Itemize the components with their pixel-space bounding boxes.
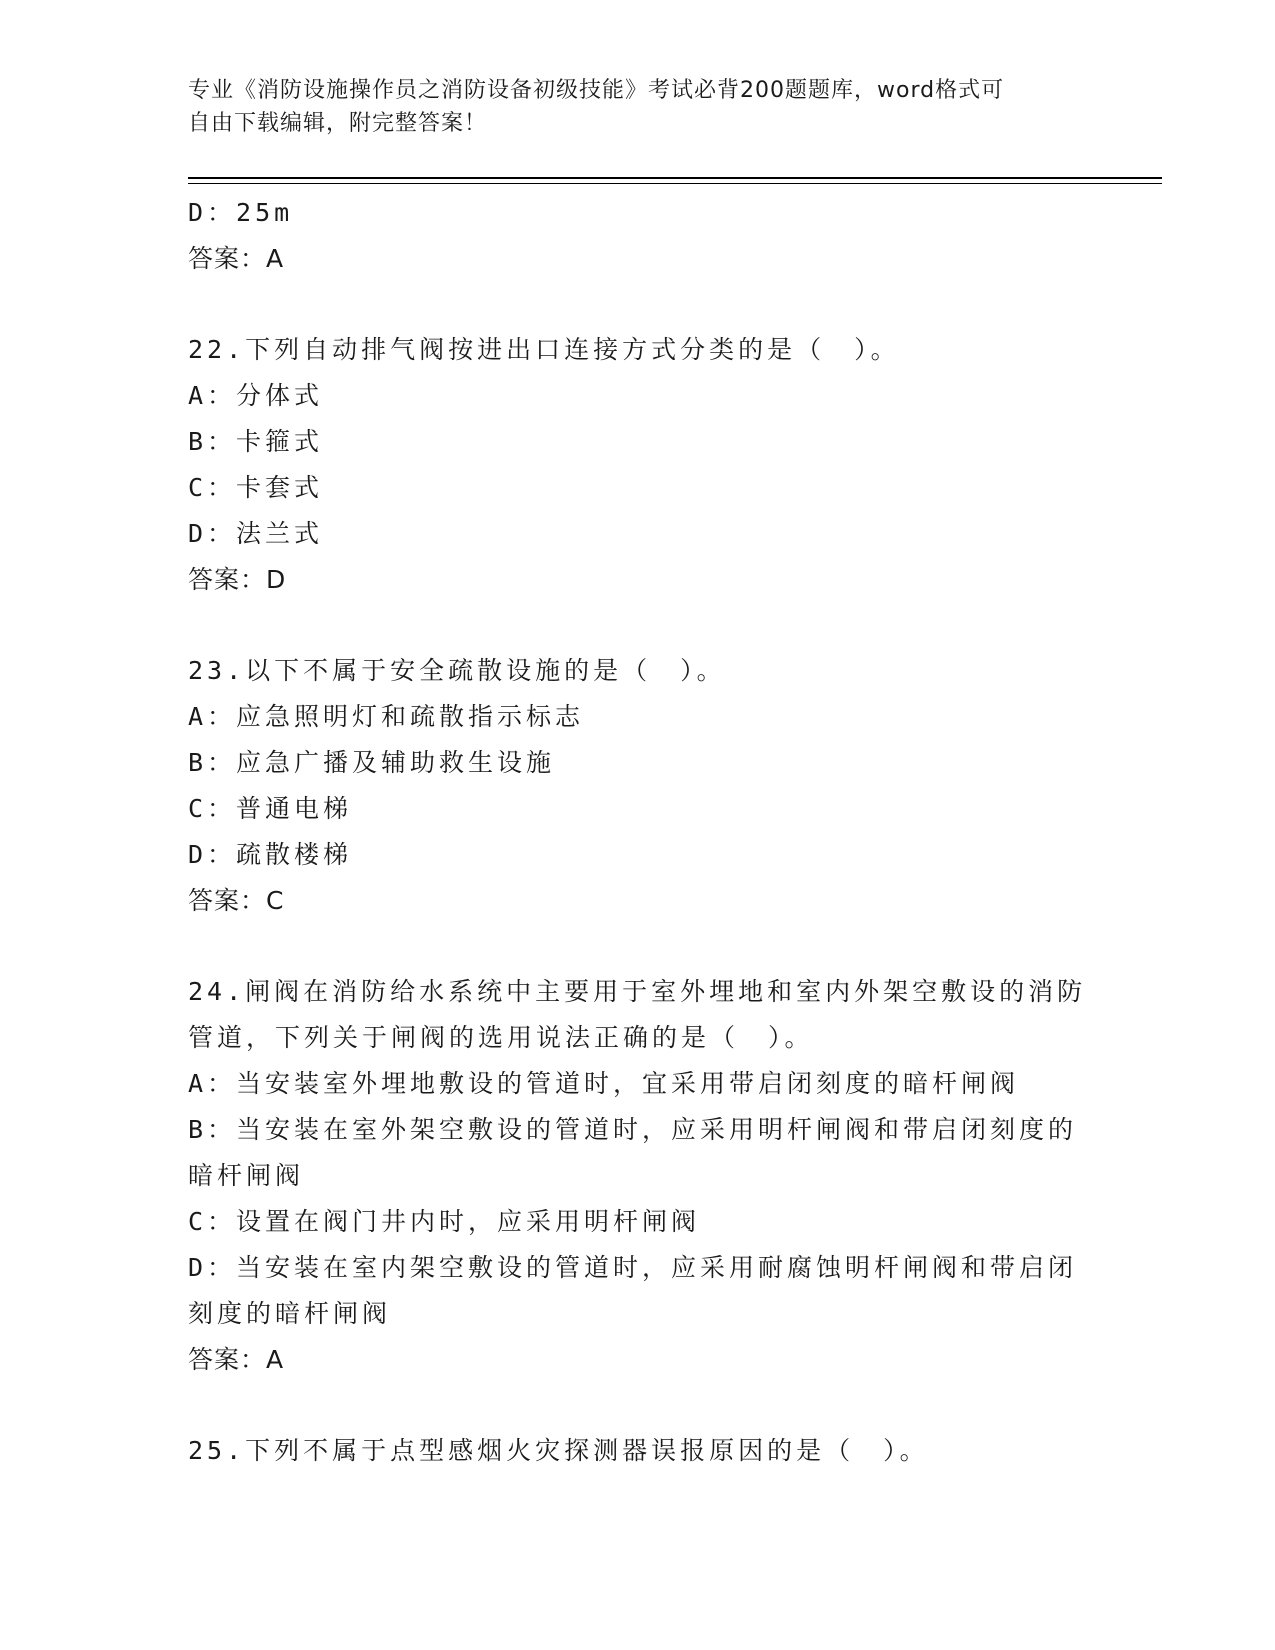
q23-question: 23.以下不属于安全疏散设施的是（ ）。 [188,656,726,685]
q24-question-line-2: 管道，下列关于闸阀的选用说法正确的是（ ）。 [188,1023,814,1052]
q21-option-d: D：25m [188,198,294,227]
q22-question: 22.下列自动排气阀按进出口连接方式分类的是（ ）。 [188,335,900,364]
q22-option-c: C：卡套式 [188,473,324,502]
q25-question: 25.下列不属于点型感烟火灾探测器误报原因的是（ ）。 [188,1436,929,1465]
q21-answer: 答案：A [188,244,285,273]
q22-option-d: D：法兰式 [188,519,324,548]
q23-option-a: A：应急照明灯和疏散指示标志 [188,702,585,731]
q24-option-d-line-1: D：当安装在室内架空敷设的管道时，应采用耐腐蚀明杆闸阀和带启闭 [188,1253,1078,1282]
question-content [188,190,1088,1474]
spacer [188,924,1088,969]
q23-option-d: D：疏散楼梯 [188,840,353,869]
page-header [188,74,1068,140]
spacer [188,1383,1088,1428]
header-line-1: 专业《消防设施操作员之消防设备初级技能》考试必背200题题库，word格式可 [188,78,1005,103]
q24-option-b-line-1: B：当安装在室外架空敷设的管道时，应采用明杆闸阀和带启闭刻度的 [188,1115,1078,1144]
q22-option-b: B：卡箍式 [188,427,324,456]
header-divider-thick [188,177,1162,179]
q22-answer: 答案：D [188,565,287,594]
q23-answer: 答案：C [188,886,285,915]
spacer [188,282,1088,327]
q24-option-b-line-2: 暗杆闸阀 [188,1161,305,1190]
spacer [188,603,1088,648]
q24-answer: 答案：A [188,1345,285,1374]
q24-question-line-1: 24.闸阀在消防给水系统中主要用于室外埋地和室内外架空敷设的消防 [188,977,1087,1006]
header-line-2: 自由下载编辑，附完整答案！ [188,111,488,136]
q24-option-a: A：当安装室外埋地敷设的管道时，宜采用带启闭刻度的暗杆闸阀 [188,1069,1020,1098]
header-divider-thin [188,183,1162,184]
q22-option-a: A：分体式 [188,381,324,410]
q23-option-c: C：普通电梯 [188,794,353,823]
q24-option-c: C：设置在阀门井内时，应采用明杆闸阀 [188,1207,701,1236]
q23-option-b: B：应急广播及辅助救生设施 [188,748,556,777]
q24-option-d-line-2: 刻度的暗杆闸阀 [188,1299,392,1328]
